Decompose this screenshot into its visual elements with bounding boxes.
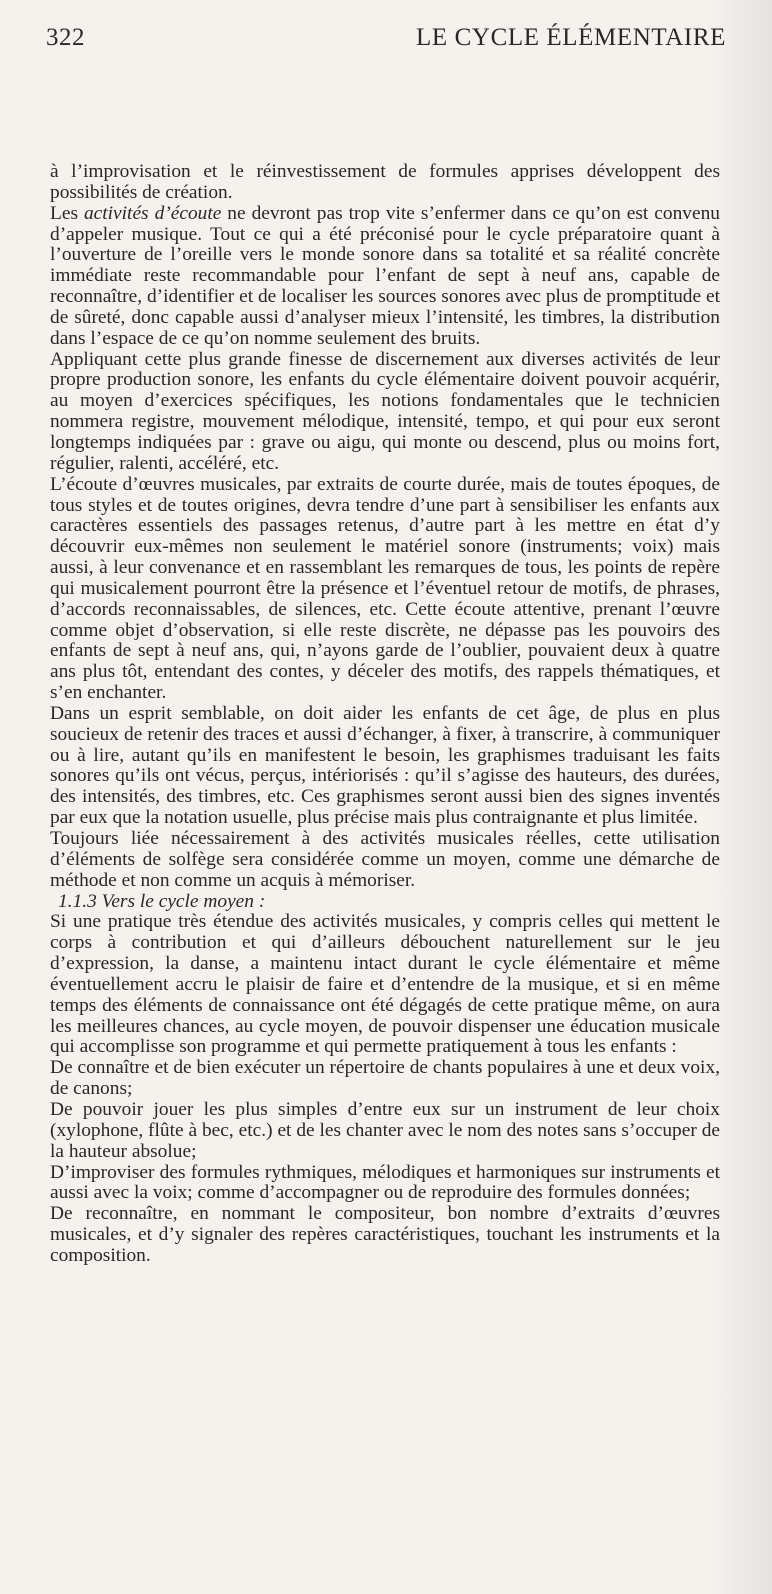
- paragraph-cycle-moyen-intro: Si une pratique très étendue des activités musicales, y compris celles qui mettent le corps à contribution et qui d’ailleurs débouchent naturellement sur le jeu d’expression, la danse, a maintenu intact durant le cycle élémentaire et même éventuellement accru le plaisir de faire et d’entendre de la musique, et si en même temps des éléments de connaissance ont été dégagés de cette pratique même, on aura les meilleures chances, au cycle moyen, de pouvoir dispenser une éducation musicale qui accomplisse son programme et qui permette pratiquement à tous les enfants :: [50, 911, 720, 1058]
- paragraph-activites-ecoute: [50, 204, 720, 350]
- list-item-chants: De connaître et de bien exécuter un répertoire de chants populaires à une et deux voix, de canons;: [50, 1057, 720, 1100]
- paragraph-prefix: Les: [50, 202, 84, 224]
- list-item-improviser: D’improviser des formules rythmiques, mélodiques et harmoniques sur instruments et aussi avec la voix; comme d’accompagner ou de reproduire des formules données;: [50, 1161, 720, 1204]
- paragraph-solfege: Toujours liée nécessairement à des activités musicales réelles, cette utilisation d’éléments de solfège sera considérée comme un moyen, comme une démarche de méthode et non comme un acquis à mémoriser.: [50, 828, 720, 891]
- emphasis-activites-ecoute: activités d’écoute: [83, 202, 222, 224]
- page-number: 322: [46, 24, 85, 51]
- paragraph-improvisation: à l’improvisation et le réinvestissement de formules apprises développent des possibilités de création.: [50, 161, 720, 203]
- list-item-instrument: De pouvoir jouer les plus simples d’entre eux sur un instrument de leur choix (xylophone, flûte à bec, etc.) et de les chanter avec le nom des notes sans s’occuper de la hauteur absolue;: [50, 1098, 720, 1162]
- paragraph-graphismes: Dans un esprit semblable, on doit aider les enfants de cet âge, de plus en plus soucieux de retenir des traces et aussi d’échanger, à fixer, à transcrire, à communiquer ou à lire, autant qu’ils en manifestent le besoin, les graphismes traduisant les faits sonores qu’ils ont vécus, perçus, intériorisés : qu’il s’agisse des hauteurs, des durées, des intensités, des timbres, etc. Ces graphismes seront aussi bien des signes inventés par eux que la notation usuelle, plus précise mais plus contraignante et plus limitée.: [50, 702, 720, 829]
- section-heading: 1.1.3 Vers le cycle moyen :: [58, 890, 266, 912]
- paragraph-discernement: Appliquant cette plus grande finesse de discernement aux diverses activités de leur propre production sonore, les enfants du cycle élémentaire doivent pouvoir acquérir, au moyen d’exercices spécifiques, les notions fondamentales que le technicien nommera registre, mouvement mélodique, intensité, tempo, et qui pour eux seront longtemps indiquées par : grave ou aigu, qui monte ou descend, plus ou moins fort, régulier, ralenti, accéléré, etc.: [50, 348, 720, 474]
- page-header: [46, 24, 726, 58]
- paragraph-rest: ne devront pas trop vite s’enfermer dans ce qu’on est convenu d’appeler musique. Tout ce qui a été préconisé pour le cycle préparatoire quant à l’ouverture de l’oreille vers le monde sonore dans sa totalité et sa réalité concrète immédiate reste recommandable pour l’enfant de sept à neuf ans, capable de reconnaître, d’identifier et de localiser les sources sonores avec plus de promptitude et de sûreté, donc capable aussi d’analyser mieux l’intensité, les timbres, la distribution dans l’espace de ce qu’on nomme seulement des bruits.: [50, 202, 720, 349]
- body-text: [50, 162, 720, 1267]
- paragraph-ecoute-oeuvres: L’écoute d’œuvres musicales, par extraits de courte durée, mais de toutes époques, de tous styles et de toutes origines, devra tendre d’une part à sensibiliser les enfants aux caractères essentiels des passages retenus, d’autre part à les mettre en état d’y découvrir eux-mêmes non seulement le matériel sonore (instruments; voix) mais aussi, à leur convenance et en rassemblant les remarques de tous, les points de repère qui musicalement pourront être la présence et l’éventuel retour de motifs, de phrases, d’accords reconnaissables, de silences, etc. Cette écoute attentive, prenant l’œuvre comme objet d’observation, si elle reste discrète, ne dépasse pas les pouvoirs des enfants de sept à neuf ans, qui, n’ayons garde de l’oublier, pouvaient deux à quatre ans plus tôt, entendant des contes, y déceler des motifs, des rappels thématiques, et s’en enchanter.: [50, 473, 720, 704]
- list-item-reconnaitre: De reconnaître, en nommant le compositeur, bon nombre d’extraits d’œuvres musicales, et d’y signaler des repères caractéristiques, touchant les instruments et la composition.: [50, 1203, 720, 1266]
- running-title: LE CYCLE ÉLÉMENTAIRE: [416, 24, 726, 51]
